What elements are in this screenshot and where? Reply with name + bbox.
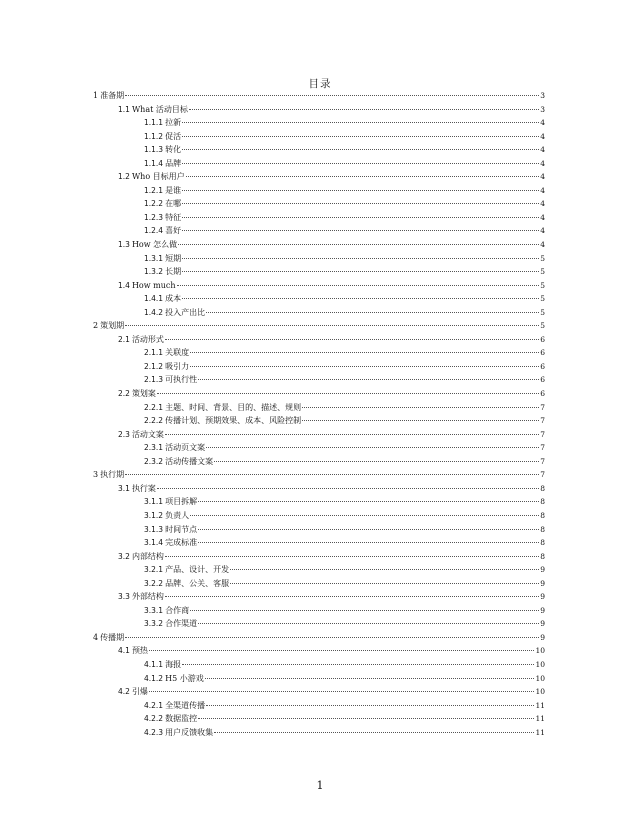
toc-entry-number: 3.1.4 (144, 538, 164, 548)
toc-entry[interactable] (93, 197, 545, 211)
dot-leader (182, 149, 539, 150)
toc-entry-page: 11 (535, 714, 545, 724)
toc-entry-number: 2.1 (118, 334, 130, 344)
toc-entry-number: 2.1.3 (144, 375, 164, 385)
toc-entry[interactable] (93, 306, 545, 320)
dot-leader (182, 664, 534, 665)
toc-entry-number: 4.2.2 (144, 714, 164, 724)
toc-entry[interactable] (93, 509, 545, 523)
dot-leader (125, 325, 539, 326)
toc-entry-number: 2.3 (118, 429, 130, 439)
dot-leader (186, 176, 540, 177)
toc-entry-page: 5 (540, 280, 545, 290)
dot-leader (198, 501, 539, 502)
dot-leader (189, 109, 539, 110)
toc-entry-number: 2.2.1 (144, 402, 164, 412)
toc-entry-number: 1.1.2 (144, 131, 164, 141)
toc-entry-number: 1.2.1 (144, 185, 164, 195)
toc-entry-number: 3.3.2 (144, 619, 164, 629)
toc-entry-page: 4 (540, 199, 545, 209)
toc-entry-number: 2 (93, 321, 99, 331)
toc-entry-page: 4 (540, 158, 545, 168)
toc-entry-title: 负责人 (165, 510, 190, 520)
page-title: 目录 (308, 78, 332, 90)
toc-entry-title: 外部结构 (131, 592, 164, 602)
table-of-contents (93, 89, 545, 739)
toc-entry[interactable] (93, 441, 545, 455)
toc-entry-number: 1.1.1 (144, 118, 164, 128)
toc-entry-number: 3.1.1 (144, 497, 164, 507)
toc-entry[interactable] (93, 170, 545, 184)
toc-entry-page: 8 (540, 510, 545, 520)
toc-entry-page: 9 (540, 565, 545, 575)
toc-entry-title: 内部结构 (131, 551, 164, 561)
dot-leader (182, 163, 539, 164)
toc-entry-page: 10 (535, 646, 545, 656)
dot-leader (165, 556, 539, 557)
dot-leader (206, 447, 539, 448)
toc-entry[interactable] (93, 536, 545, 550)
toc-entry-title: 传播期 (100, 632, 125, 642)
toc-entry[interactable] (93, 590, 545, 604)
toc-entry-page: 7 (540, 443, 545, 453)
toc-entry[interactable] (93, 373, 545, 387)
dot-leader (206, 312, 539, 313)
toc-entry-page: 8 (540, 483, 545, 493)
toc-entry-number: 2.1.1 (144, 348, 164, 358)
dot-leader (125, 95, 539, 96)
toc-entry-number: 4.1 (118, 646, 130, 656)
toc-entry-title: 全渠道传播 (165, 700, 206, 710)
toc-entry-title: Who 目标用户 (131, 172, 185, 182)
toc-entry-page: 8 (540, 538, 545, 548)
dot-leader (125, 637, 539, 638)
toc-entry[interactable] (93, 224, 545, 238)
dot-leader (206, 705, 534, 706)
toc-entry-number: 1.3.2 (144, 267, 164, 277)
toc-entry[interactable] (93, 658, 545, 672)
dot-leader (149, 650, 535, 651)
dot-leader (230, 569, 539, 570)
toc-entry[interactable] (93, 238, 545, 252)
dot-leader (198, 542, 539, 543)
toc-entry-page: 9 (540, 605, 545, 615)
toc-entry-title: 项目拆解 (165, 497, 198, 507)
toc-entry-number: 4.1.1 (144, 659, 164, 669)
toc-entry-title: H5 小游戏 (165, 673, 204, 683)
toc-entry-title: 策划期 (100, 321, 125, 331)
dot-leader (182, 190, 539, 191)
toc-entry-number: 1.3 (118, 240, 130, 250)
toc-entry-page: 5 (540, 253, 545, 263)
toc-entry-page: 11 (535, 700, 545, 710)
toc-entry-title: 执行案 (131, 483, 156, 493)
toc-entry-number: 3.3 (118, 592, 130, 602)
toc-entry-page: 6 (540, 389, 545, 399)
toc-entry[interactable] (93, 143, 545, 157)
toc-entry-page: 6 (540, 348, 545, 358)
toc-entry[interactable] (93, 428, 545, 442)
toc-entry-number: 1.2.2 (144, 199, 164, 209)
toc-entry-number: 1.4.1 (144, 294, 164, 304)
toc-entry-title: 预热 (131, 646, 148, 656)
toc-entry-number: 2.1.2 (144, 361, 164, 371)
toc-entry-page: 10 (535, 687, 545, 697)
toc-entry-page: 7 (540, 429, 545, 439)
toc-entry-title: 产品、设计、开发 (165, 565, 230, 575)
dot-leader (198, 623, 539, 624)
dot-leader (125, 474, 539, 475)
dot-leader (190, 352, 539, 353)
dot-leader (165, 596, 539, 597)
toc-entry[interactable] (93, 401, 545, 415)
toc-entry[interactable] (93, 644, 545, 658)
dot-leader (198, 718, 534, 719)
toc-entry-page: 11 (535, 727, 545, 737)
toc-entry[interactable] (93, 563, 545, 577)
toc-entry-page: 7 (540, 402, 545, 412)
toc-entry[interactable] (93, 89, 545, 103)
toc-entry-title: 用户反馈收集 (165, 727, 214, 737)
toc-entry[interactable] (93, 577, 545, 591)
toc-entry-number: 1.2.4 (144, 226, 164, 236)
toc-entry-number: 1.4 (118, 280, 130, 290)
toc-entry-page: 4 (540, 172, 545, 182)
toc-entry-page: 5 (540, 267, 545, 277)
toc-entry[interactable] (93, 699, 545, 713)
toc-entry[interactable] (93, 617, 545, 631)
dot-leader (165, 434, 539, 435)
toc-entry-title: 投入产出比 (165, 307, 206, 317)
dot-leader (182, 298, 539, 299)
toc-entry-title: 活动文案 (131, 429, 164, 439)
toc-entry-title: 活动形式 (131, 334, 164, 344)
toc-entry-title: 成本 (165, 294, 182, 304)
toc-entry-title: 活动页文案 (165, 443, 206, 453)
toc-entry-title: 主题、时间、背景、目的、描述、规则 (165, 402, 302, 412)
toc-entry[interactable] (93, 360, 545, 374)
toc-entry-title: 传播计划、预期效果、成本、风险控制 (165, 416, 302, 426)
toc-entry-title: How 怎么做 (131, 240, 178, 250)
toc-entry-number: 2.3.1 (144, 443, 164, 453)
toc-entry-title: 特征 (165, 212, 182, 222)
toc-entry-page: 9 (540, 592, 545, 602)
toc-entry-number: 4.1.2 (144, 673, 164, 683)
dot-leader (214, 461, 539, 462)
toc-entry-page: 5 (540, 307, 545, 317)
toc-entry-title: 转化 (165, 145, 182, 155)
toc-entry-number: 3.1.3 (144, 524, 164, 534)
toc-entry[interactable] (93, 157, 545, 171)
dot-leader (198, 379, 539, 380)
toc-entry-title: What 活动目标 (131, 104, 188, 114)
dot-leader (178, 244, 539, 245)
toc-entry-page: 8 (540, 551, 545, 561)
toc-entry[interactable] (93, 672, 545, 686)
toc-entry-number: 1.1.4 (144, 158, 164, 168)
toc-entry[interactable] (93, 346, 545, 360)
toc-entry[interactable] (93, 523, 545, 537)
toc-entry-page: 9 (540, 632, 545, 642)
toc-entry-title: 是谁 (165, 185, 182, 195)
toc-entry-title: How much (131, 280, 176, 290)
toc-entry[interactable] (93, 103, 545, 117)
toc-entry-title: 关联度 (165, 348, 190, 358)
toc-entry-number: 3.2.1 (144, 565, 164, 575)
toc-entry-number: 3.2.2 (144, 578, 164, 588)
toc-entry-title: 品牌、公关、客服 (165, 578, 230, 588)
toc-entry[interactable] (93, 455, 545, 469)
toc-entry-number: 4.2.3 (144, 727, 164, 737)
toc-entry-number: 1.3.1 (144, 253, 164, 263)
toc-entry[interactable] (93, 130, 545, 144)
toc-entry-title: 执行期 (100, 470, 125, 480)
toc-entry[interactable] (93, 414, 545, 428)
toc-entry-page: 4 (540, 131, 545, 141)
toc-entry-title: 数据监控 (165, 714, 198, 724)
toc-entry-title: 吸引力 (165, 361, 190, 371)
toc-entry[interactable] (93, 292, 545, 306)
dot-leader (149, 691, 535, 692)
toc-entry-number: 2.3.2 (144, 456, 164, 466)
toc-entry-number: 1.1 (118, 104, 130, 114)
toc-entry-page: 9 (540, 578, 545, 588)
toc-entry-title: 合作商 (165, 605, 190, 615)
toc-entry[interactable] (93, 252, 545, 266)
dot-leader (177, 285, 540, 286)
dot-leader (302, 407, 539, 408)
toc-entry-title: 拉新 (165, 118, 182, 128)
toc-entry-title: 品牌 (165, 158, 182, 168)
toc-entry-page: 6 (540, 334, 545, 344)
toc-entry[interactable] (93, 726, 545, 740)
toc-entry[interactable] (93, 319, 545, 333)
toc-entry-page: 7 (540, 416, 545, 426)
toc-entry-page: 10 (535, 659, 545, 669)
toc-entry-page: 8 (540, 524, 545, 534)
dot-leader (230, 583, 539, 584)
dot-leader (182, 203, 539, 204)
dot-leader (182, 122, 539, 123)
dot-leader (214, 732, 534, 733)
dot-leader (165, 339, 539, 340)
toc-entry-title: 喜好 (165, 226, 182, 236)
toc-entry-page: 3 (540, 104, 545, 114)
toc-entry[interactable] (93, 333, 545, 347)
toc-entry[interactable] (93, 550, 545, 564)
dot-leader (157, 488, 539, 489)
toc-entry-title: 活动传播文案 (165, 456, 214, 466)
toc-entry-number: 1.2 (118, 172, 130, 182)
toc-entry-number: 1.2.3 (144, 212, 164, 222)
toc-entry-title: 短期 (165, 253, 182, 263)
toc-entry-page: 4 (540, 185, 545, 195)
toc-entry-page: 6 (540, 375, 545, 385)
toc-entry[interactable] (93, 184, 545, 198)
toc-entry[interactable] (93, 495, 545, 509)
toc-entry-number: 1.4.2 (144, 307, 164, 317)
toc-entry-number: 1.1.3 (144, 145, 164, 155)
dot-leader (182, 271, 539, 272)
toc-entry-title: 准备期 (100, 91, 125, 100)
toc-entry-page: 7 (540, 470, 545, 480)
toc-entry[interactable] (93, 468, 545, 482)
toc-entry[interactable] (93, 279, 545, 293)
toc-entry[interactable] (93, 685, 545, 699)
toc-entry-page: 4 (540, 118, 545, 128)
toc-entry-number: 4 (93, 632, 99, 642)
toc-entry-number: 3.1 (118, 483, 130, 493)
toc-entry-title: 海报 (165, 659, 182, 669)
toc-entry[interactable] (93, 604, 545, 618)
toc-entry[interactable] (93, 482, 545, 496)
toc-entry-title: 在哪 (165, 199, 182, 209)
toc-entry-page: 4 (540, 212, 545, 222)
toc-entry-page: 10 (535, 673, 545, 683)
toc-entry-number: 2.2.2 (144, 416, 164, 426)
toc-entry[interactable] (93, 116, 545, 130)
toc-entry-title: 可执行性 (165, 375, 198, 385)
toc-entry[interactable] (93, 712, 545, 726)
dot-leader (182, 136, 539, 137)
toc-entry-page: 5 (540, 321, 545, 331)
toc-entry-page: 9 (540, 619, 545, 629)
toc-entry[interactable] (93, 631, 545, 645)
toc-entry-title: 合作渠道 (165, 619, 198, 629)
toc-entry-page: 4 (540, 145, 545, 155)
dot-leader (182, 258, 539, 259)
toc-entry-page: 5 (540, 294, 545, 304)
toc-entry-page: 3 (540, 91, 545, 100)
toc-entry-title: 引爆 (131, 687, 148, 697)
toc-entry-number: 3.2 (118, 551, 130, 561)
toc-entry-title: 时间节点 (165, 524, 198, 534)
toc-entry-number: 2.2 (118, 389, 130, 399)
toc-entry-page: 7 (540, 456, 545, 466)
dot-leader (190, 610, 539, 611)
toc-entry-title: 完成标准 (165, 538, 198, 548)
toc-entry-title: 促活 (165, 131, 182, 141)
dot-leader (302, 420, 539, 421)
dot-leader (182, 230, 539, 231)
toc-entry-number: 4.2.1 (144, 700, 164, 710)
toc-entry-page: 8 (540, 497, 545, 507)
toc-entry-page: 4 (540, 240, 545, 250)
toc-entry-number: 4.2 (118, 687, 130, 697)
toc-entry-number: 1 (93, 91, 99, 100)
dot-leader (157, 393, 539, 394)
dot-leader (182, 217, 539, 218)
toc-entry-title: 策划案 (131, 389, 156, 399)
toc-entry[interactable] (93, 265, 545, 279)
toc-entry-number: 3.3.1 (144, 605, 164, 615)
dot-leader (190, 515, 539, 516)
toc-entry-title: 长期 (165, 267, 182, 277)
toc-entry-page: 4 (540, 226, 545, 236)
toc-entry-page: 6 (540, 361, 545, 371)
page-number: 1 (316, 779, 324, 792)
toc-entry[interactable] (93, 211, 545, 225)
dot-leader (205, 678, 535, 679)
dot-leader (190, 366, 539, 367)
dot-leader (198, 529, 539, 530)
toc-entry[interactable] (93, 387, 545, 401)
toc-entry-number: 3 (93, 470, 99, 480)
toc-entry-number: 3.1.2 (144, 510, 164, 520)
